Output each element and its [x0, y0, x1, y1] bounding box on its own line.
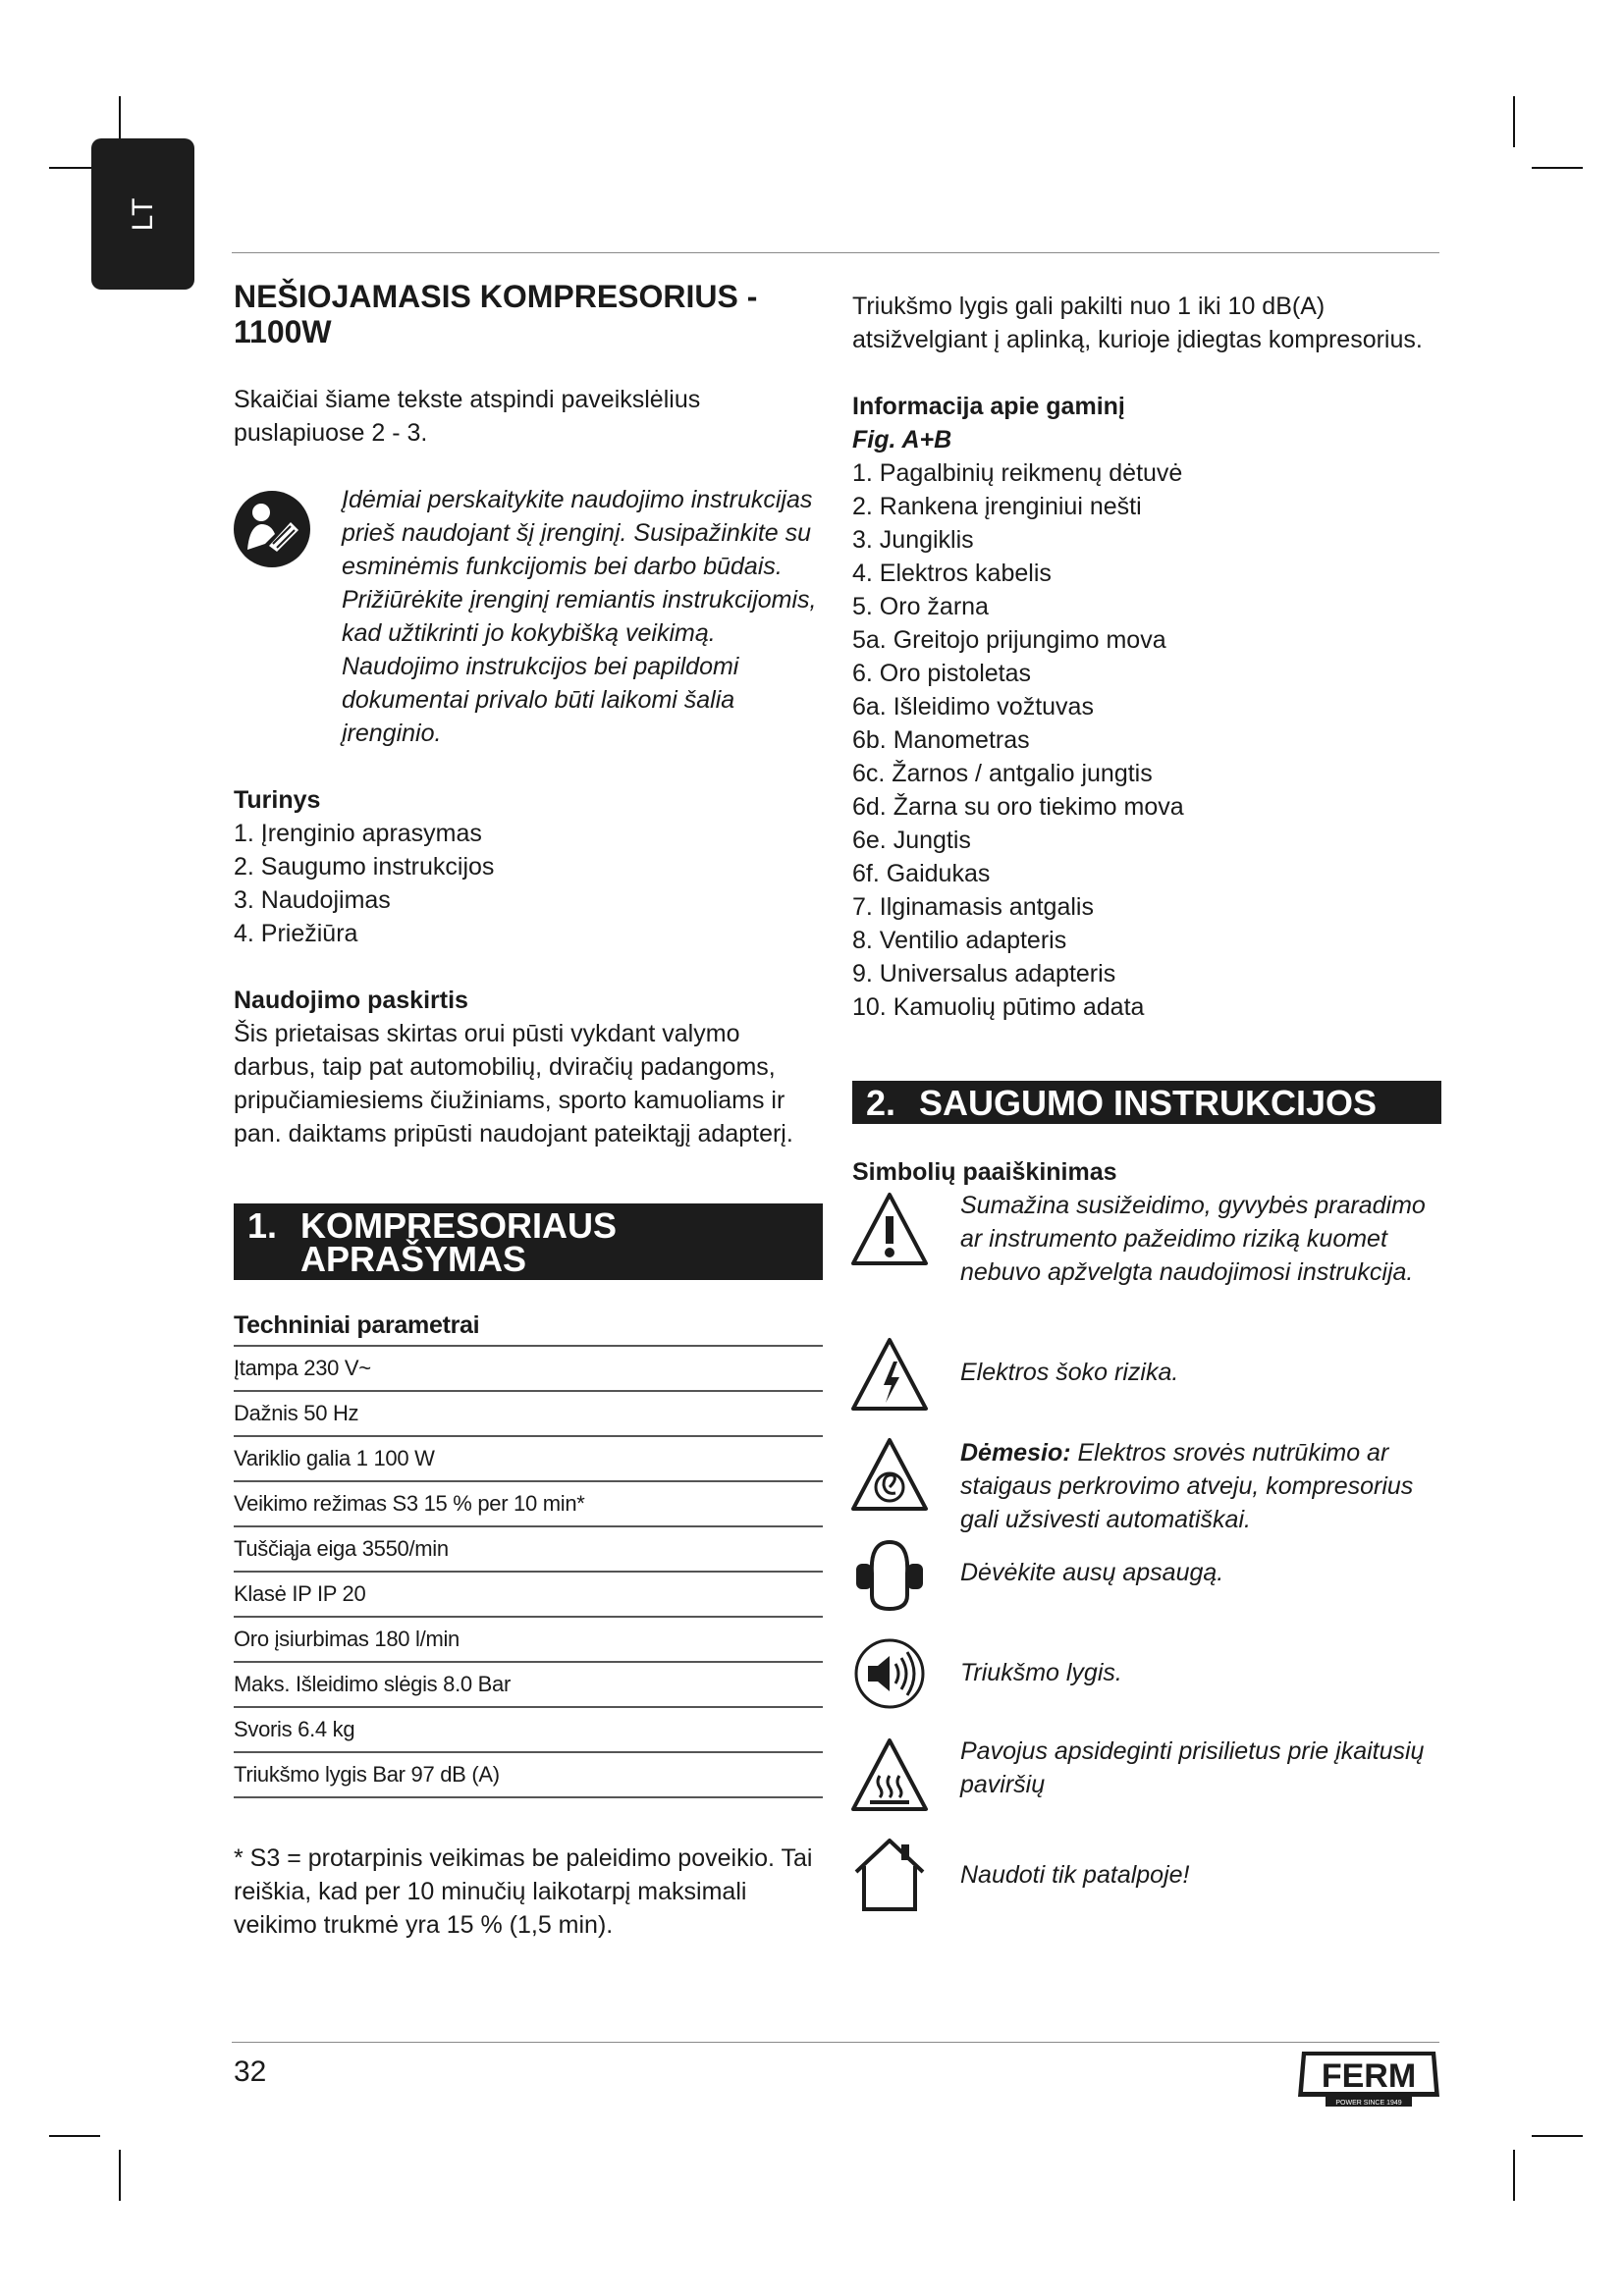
crop-mark [1532, 167, 1583, 169]
list-item: 10. Kamuolių pūtimo adata [852, 993, 1145, 1021]
list-item: 7. Ilginamasis antgalis [852, 893, 1094, 921]
logo-subtext: POWER SINCE 1949 [1335, 2100, 1402, 2107]
symbol-ear-row [852, 1536, 1441, 1634]
symbol-ear-text: Dėvėkite ausų apsaugą. [960, 1559, 1224, 1586]
section-2-header [852, 1081, 1441, 1124]
symbol-hot-text: Pavojus apsideginti prisilietus prie įkaitusių paviršių [960, 1737, 1425, 1798]
list-item: 8. Ventilio adapteris [852, 927, 1067, 954]
list-item: 6a. Išleidimo vožtuvas [852, 693, 1094, 721]
section-1-title-line1: KOMPRESORIAUS [300, 1205, 618, 1246]
crop-mark [1513, 96, 1515, 147]
read-manual-note [234, 483, 823, 750]
contents-list [234, 817, 823, 950]
symbol-warning-row [852, 1189, 1441, 1322]
purpose-text: Šis prietaisas skirtas orui pūsti vykdant valymo darbus, taip pat automobilių, dviračių padangoms, pripučiamiesiems čiužiniams, sporto kamuoliams ir pan. daiktams pripūsti naudojant pateiktąjį adapterį. [234, 1020, 793, 1148]
footer-rule [232, 2042, 1439, 2043]
symbols-heading: Simbolių paaiškinimas [852, 1158, 1117, 1186]
list-item: 6f. Gaidukas [852, 860, 991, 887]
footnote: * S3 = protarpinis veikimas be paleidimo poveikio. Tai reiškia, kad per 10 minučių laikotarpį maksimali veikimo trukmė yra 15 % (1,5 min). [234, 1844, 813, 1939]
page-number: 32 [234, 2056, 267, 2088]
list-item: 1. Įrenginio aprasymas [234, 820, 482, 847]
parts-list [852, 456, 1441, 1024]
list-item: 1. Pagalbinių reikmenų dėtuvė [852, 459, 1183, 487]
purpose-heading: Naudojimo paskirtis [234, 987, 468, 1014]
read-manual-icon [232, 489, 312, 569]
section-2-number: 2. [866, 1083, 896, 1123]
table-row: Tuščiąja eiga 3550/min [234, 1526, 823, 1572]
right-column [852, 290, 1441, 1931]
list-item: 6c. Žarnos / antgalio jungtis [852, 760, 1153, 787]
list-item: 5. Oro žarna [852, 593, 989, 620]
list-item: 4. Elektros kabelis [852, 560, 1052, 587]
noise-level-text: Triukšmo lygis gali pakilti nuo 1 iki 10 dB(A) atsižvelgiant į aplinką, kurioje įdiegtas kompresorius. [852, 293, 1423, 353]
product-info-heading: Informacija apie gaminį [852, 393, 1125, 420]
left-column [234, 279, 823, 1942]
table-row: Maks. Išleidimo slėgis 8.0 Bar [234, 1662, 823, 1707]
symbol-hot-row [852, 1735, 1441, 1831]
table-row: Triukšmo lygis Bar 97 dB (A) [234, 1752, 823, 1797]
warning-triangle-icon [850, 1191, 929, 1269]
list-item: 4. Priežiūra [234, 920, 358, 947]
page-title: NEŠIOJAMASIS KOMPRESORIUS - 1100W [234, 279, 758, 349]
intro-text: Skaičiai šiame tekste atspindi paveikslėlius puslapiuose 2 - 3. [234, 386, 701, 447]
ferm-logo [1296, 2048, 1441, 2109]
list-item: 5a. Greitojo prijungimo mova [852, 626, 1166, 654]
auto-restart-warning-icon [850, 1436, 929, 1515]
crop-mark [119, 2150, 121, 2201]
contents-heading: Turinys [234, 786, 321, 814]
list-item: 9. Universalus adapteris [852, 960, 1116, 988]
section-1-number: 1. [247, 1205, 278, 1246]
section-1-title-line2: APRAŠYMAS [300, 1239, 527, 1279]
symbol-electric-text: Elektros šoko rizika. [960, 1359, 1179, 1386]
noise-level-icon [850, 1634, 929, 1713]
header-rule [232, 252, 1439, 253]
symbol-indoor-text: Naudoti tik patalpoje! [960, 1861, 1190, 1889]
hot-surface-icon [850, 1736, 929, 1815]
section-2-title: SAUGUMO INSTRUKCIJOS [919, 1083, 1378, 1123]
read-manual-text: Įdėmiai perskaitykite naudojimo instrukcijas prieš naudojant šį įrenginį. Susipažinkite su esminėmis funkcijomis bei darbo būdais. Prižiūrėkite įrenginį remiantis instrukcijomis, kad užtikrinti jo kokybišką veikimą. Naudojimo instrukcijos bei papildomi dokumentai privalo būti laikomi šalia įrenginio. [342, 486, 817, 747]
table-row: Įtampa 230 V~ [234, 1346, 823, 1391]
list-item: 3. Jungiklis [852, 526, 974, 554]
crop-mark [1513, 2150, 1515, 2201]
table-row: Oro įsiurbimas 180 l/min [234, 1617, 823, 1662]
ear-protection-icon [850, 1534, 929, 1613]
list-item: 6. Oro pistoletas [852, 660, 1032, 687]
list-item: 3. Naudojimas [234, 886, 391, 914]
symbol-attention-row [852, 1436, 1441, 1536]
specs-heading: Techniniai parametrai [234, 1306, 823, 1346]
symbol-attention-body: Elektros srovės nutrūkimo ar staigaus perkrovimo atveju, kompresorius gali užsivesti automatiškai. [960, 1439, 1414, 1533]
language-tab-label: LT [126, 196, 159, 232]
table-row: Variklio galia 1 100 W [234, 1436, 823, 1481]
symbol-warning-text: Sumažina susižeidimo, gyvybės praradimo ar instrumento pažeidimo riziką kuomet nebuvo apžvelgta naudojimosi instrukcija. [960, 1192, 1426, 1286]
logo-text: FERM [1321, 2057, 1417, 2095]
section-1-header [234, 1203, 823, 1280]
crop-mark [1532, 2135, 1583, 2137]
product-figure-ref: Fig. A+B [852, 426, 952, 454]
list-item: 2. Saugumo instrukcijos [234, 853, 495, 881]
list-item: 6b. Manometras [852, 726, 1030, 754]
list-item: 2. Rankena įrenginiui nešti [852, 493, 1142, 520]
crop-mark [49, 2135, 100, 2137]
list-item: 6e. Jungtis [852, 827, 971, 854]
symbol-attention-label: Dėmesio: [960, 1439, 1071, 1467]
table-row: Klasė IP IP 20 [234, 1572, 823, 1617]
specs-table [234, 1306, 823, 1798]
symbol-electric-row [852, 1342, 1441, 1436]
table-row: Svoris 6.4 kg [234, 1707, 823, 1752]
symbol-indoor-row [852, 1837, 1441, 1931]
symbol-attention-text [960, 1436, 1441, 1536]
symbol-noise-text: Triukšmo lygis. [960, 1659, 1122, 1686]
table-row: Veikimo režimas S3 15 % per 10 min* [234, 1481, 823, 1526]
indoor-use-house-icon [850, 1835, 929, 1913]
list-item: 6d. Žarna su oro tiekimo mova [852, 793, 1184, 821]
language-tab [91, 138, 194, 290]
electric-shock-icon [850, 1336, 929, 1415]
table-row: Dažnis 50 Hz [234, 1391, 823, 1436]
symbol-noise-row [852, 1634, 1441, 1735]
